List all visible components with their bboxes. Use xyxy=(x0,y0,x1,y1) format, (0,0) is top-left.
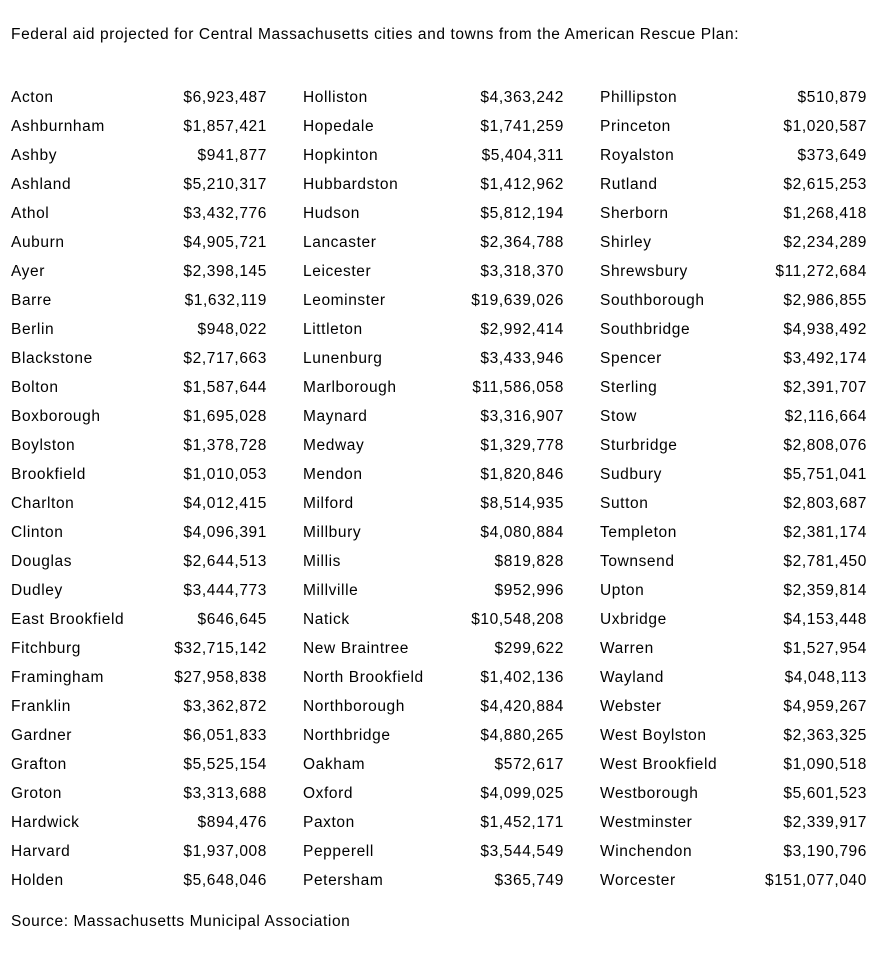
aid-amount: $894,476 xyxy=(197,814,267,831)
table-row xyxy=(303,489,564,518)
town-name: Townsend xyxy=(600,553,675,570)
town-name: Templeton xyxy=(600,524,677,541)
town-name: Sudbury xyxy=(600,466,662,483)
table-row xyxy=(600,199,867,228)
town-name: Medway xyxy=(303,437,365,454)
aid-amount: $4,959,267 xyxy=(783,698,867,715)
table-row xyxy=(11,779,267,808)
town-name: Phillipston xyxy=(600,89,678,106)
town-name: Webster xyxy=(600,698,662,715)
aid-amount: $3,444,773 xyxy=(183,582,267,599)
town-name: Uxbridge xyxy=(600,611,667,628)
aid-amount: $4,420,884 xyxy=(480,698,564,715)
town-name: Sherborn xyxy=(600,205,669,222)
town-name: Gardner xyxy=(11,727,73,744)
aid-amount: $3,432,776 xyxy=(183,205,267,222)
aid-amount: $5,525,154 xyxy=(183,756,267,773)
aid-amount: $3,492,174 xyxy=(783,350,867,367)
aid-amount: $8,514,935 xyxy=(480,495,564,512)
table-row xyxy=(11,634,267,663)
aid-amount: $2,363,325 xyxy=(783,727,867,744)
town-name: Athol xyxy=(11,205,50,222)
aid-amount: $2,644,513 xyxy=(183,553,267,570)
aid-amount: $19,639,026 xyxy=(471,292,564,309)
town-name: Shrewsbury xyxy=(600,263,688,280)
aid-amount: $3,318,370 xyxy=(480,263,564,280)
table-row xyxy=(600,431,867,460)
table-column-2 xyxy=(303,83,564,895)
aid-amount: $32,715,142 xyxy=(174,640,267,657)
town-name: Winchendon xyxy=(600,843,693,860)
table-row xyxy=(303,228,564,257)
table-row xyxy=(303,576,564,605)
table-row xyxy=(11,257,267,286)
town-name: Oxford xyxy=(303,785,354,802)
table-row xyxy=(303,257,564,286)
town-name: Northbridge xyxy=(303,727,391,744)
table-row xyxy=(600,779,867,808)
aid-amount: $5,751,041 xyxy=(783,466,867,483)
table-row xyxy=(303,286,564,315)
aid-amount: $1,268,418 xyxy=(783,205,867,222)
town-name: Petersham xyxy=(303,872,384,889)
table-row xyxy=(600,605,867,634)
aid-amount: $27,958,838 xyxy=(174,669,267,686)
table-row xyxy=(303,170,564,199)
aid-amount: $2,992,414 xyxy=(480,321,564,338)
town-name: Boylston xyxy=(11,437,76,454)
aid-amount: $941,877 xyxy=(197,147,267,164)
table-row xyxy=(303,83,564,112)
town-name: Maynard xyxy=(303,408,368,425)
table-row xyxy=(303,315,564,344)
source-note: Source: Massachusetts Municipal Association xyxy=(11,913,351,930)
table-row xyxy=(11,866,267,895)
town-name: Holliston xyxy=(303,89,368,106)
aid-amount: $819,828 xyxy=(494,553,564,570)
aid-amount: $4,153,448 xyxy=(783,611,867,628)
town-name: Southborough xyxy=(600,292,705,309)
town-name: Pepperell xyxy=(303,843,374,860)
table-row xyxy=(11,663,267,692)
table-row xyxy=(303,866,564,895)
aid-amount: $1,020,587 xyxy=(783,118,867,135)
town-name: Harvard xyxy=(11,843,71,860)
table-row xyxy=(600,373,867,402)
aid-amount: $1,378,728 xyxy=(183,437,267,454)
table-row xyxy=(11,141,267,170)
town-name: Warren xyxy=(600,640,654,657)
table-row xyxy=(11,431,267,460)
aid-amount: $4,880,265 xyxy=(480,727,564,744)
aid-amount: $646,645 xyxy=(197,611,267,628)
town-name: Millbury xyxy=(303,524,362,541)
town-name: Ashburnham xyxy=(11,118,105,135)
aid-amount: $299,622 xyxy=(494,640,564,657)
town-name: Natick xyxy=(303,611,350,628)
table-row xyxy=(303,373,564,402)
aid-amount: $2,234,289 xyxy=(783,234,867,251)
town-name: Douglas xyxy=(11,553,73,570)
aid-amount: $1,412,962 xyxy=(480,176,564,193)
table-row xyxy=(600,750,867,779)
table-row xyxy=(303,721,564,750)
aid-amount: $4,048,113 xyxy=(784,669,867,686)
town-name: Spencer xyxy=(600,350,662,367)
aid-amount: $2,398,145 xyxy=(183,263,267,280)
table-row xyxy=(11,750,267,779)
aid-amount: $3,316,907 xyxy=(480,408,564,425)
town-name: Sterling xyxy=(600,379,658,396)
table-row xyxy=(303,518,564,547)
town-name: Acton xyxy=(11,89,54,106)
aid-amount: $1,527,954 xyxy=(783,640,867,657)
aid-amount: $1,402,136 xyxy=(480,669,564,686)
town-name: West Boylston xyxy=(600,727,707,744)
aid-amount: $2,364,788 xyxy=(480,234,564,251)
town-name: Berlin xyxy=(11,321,55,338)
aid-amount: $10,548,208 xyxy=(471,611,564,628)
table-row xyxy=(11,344,267,373)
table-row xyxy=(600,576,867,605)
town-name: Hudson xyxy=(303,205,361,222)
town-name: Sutton xyxy=(600,495,649,512)
table-row xyxy=(11,402,267,431)
table-row xyxy=(600,286,867,315)
aid-amount: $1,452,171 xyxy=(480,814,564,831)
town-name: Hardwick xyxy=(11,814,80,831)
table-row xyxy=(11,373,267,402)
aid-amount: $1,857,421 xyxy=(183,118,267,135)
town-name: Clinton xyxy=(11,524,64,541)
aid-amount: $3,433,946 xyxy=(480,350,564,367)
table-row xyxy=(11,199,267,228)
aid-amount: $2,391,707 xyxy=(783,379,867,396)
table-row xyxy=(11,228,267,257)
table-row xyxy=(11,518,267,547)
table-row xyxy=(600,141,867,170)
town-name: Hubbardston xyxy=(303,176,399,193)
aid-amount: $2,781,450 xyxy=(783,553,867,570)
aid-amount: $1,010,053 xyxy=(183,466,267,483)
aid-amount: $948,022 xyxy=(197,321,267,338)
town-name: Dudley xyxy=(11,582,63,599)
table-row xyxy=(303,199,564,228)
table-row xyxy=(600,692,867,721)
aid-amount: $4,905,721 xyxy=(183,234,267,251)
town-name: New Braintree xyxy=(303,640,410,657)
aid-amount: $952,996 xyxy=(494,582,564,599)
town-name: West Brookfield xyxy=(600,756,718,773)
town-name: Sturbridge xyxy=(600,437,678,454)
aid-amount: $1,695,028 xyxy=(183,408,267,425)
town-name: Westborough xyxy=(600,785,699,802)
aid-amount: $1,090,518 xyxy=(783,756,867,773)
table-row xyxy=(303,402,564,431)
aid-amount: $4,012,415 xyxy=(183,495,267,512)
aid-amount: $2,986,855 xyxy=(783,292,867,309)
aid-amount: $5,812,194 xyxy=(480,205,564,222)
aid-amount: $1,820,846 xyxy=(480,466,564,483)
town-name: Upton xyxy=(600,582,645,599)
aid-amount: $4,938,492 xyxy=(783,321,867,338)
town-name: Boxborough xyxy=(11,408,101,425)
table-row xyxy=(11,837,267,866)
town-name: Royalston xyxy=(600,147,675,164)
aid-amount: $5,648,046 xyxy=(183,872,267,889)
aid-amount: $373,649 xyxy=(797,147,867,164)
aid-amount: $2,803,687 xyxy=(783,495,867,512)
table-row xyxy=(600,315,867,344)
town-name: Franklin xyxy=(11,698,71,715)
aid-amount: $2,717,663 xyxy=(183,350,267,367)
table-row xyxy=(11,315,267,344)
table-row xyxy=(600,489,867,518)
table-row xyxy=(600,402,867,431)
town-name: Holden xyxy=(11,872,64,889)
town-name: Hopkinton xyxy=(303,147,379,164)
table-row xyxy=(600,257,867,286)
table-row xyxy=(11,576,267,605)
table-row xyxy=(600,547,867,576)
table-row xyxy=(303,344,564,373)
town-name: Wayland xyxy=(600,669,664,686)
town-name: Lunenburg xyxy=(303,350,383,367)
town-name: Grafton xyxy=(11,756,67,773)
aid-amount: $11,586,058 xyxy=(472,379,564,396)
table-row xyxy=(303,663,564,692)
table-row xyxy=(303,634,564,663)
aid-amount: $3,190,796 xyxy=(783,843,867,860)
aid-amount: $5,404,311 xyxy=(481,147,564,164)
table-row xyxy=(11,170,267,199)
town-name: Leicester xyxy=(303,263,372,280)
table-row xyxy=(600,228,867,257)
town-name: Bolton xyxy=(11,379,59,396)
table-row xyxy=(600,344,867,373)
aid-amount: $2,339,917 xyxy=(783,814,867,831)
aid-amount: $5,210,317 xyxy=(183,176,267,193)
town-name: Paxton xyxy=(303,814,355,831)
table-row xyxy=(600,721,867,750)
aid-amount: $6,923,487 xyxy=(183,89,267,106)
table-row xyxy=(303,605,564,634)
table-row xyxy=(303,750,564,779)
table-row xyxy=(303,837,564,866)
table-row xyxy=(600,837,867,866)
table-row xyxy=(11,489,267,518)
table-row xyxy=(303,779,564,808)
town-name: Charlton xyxy=(11,495,75,512)
table-row xyxy=(303,547,564,576)
aid-amount: $572,617 xyxy=(494,756,564,773)
table-row xyxy=(303,692,564,721)
town-name: Westminster xyxy=(600,814,693,831)
table-row xyxy=(11,605,267,634)
town-name: Brookfield xyxy=(11,466,86,483)
aid-amount: $6,051,833 xyxy=(183,727,267,744)
table-row xyxy=(11,547,267,576)
town-name: Princeton xyxy=(600,118,671,135)
table-row xyxy=(303,112,564,141)
aid-amount: $4,096,391 xyxy=(183,524,267,541)
town-name: East Brookfield xyxy=(11,611,125,628)
town-name: North Brookfield xyxy=(303,669,424,686)
aid-amount: $1,937,008 xyxy=(183,843,267,860)
table-row xyxy=(600,808,867,837)
page-title: Federal aid projected for Central Massachusetts cities and towns from the American Rescue Plan: xyxy=(11,26,740,43)
aid-amount: $2,615,253 xyxy=(783,176,867,193)
town-name: Framingham xyxy=(11,669,104,686)
table-row xyxy=(11,112,267,141)
town-name: Hopedale xyxy=(303,118,375,135)
aid-amount: $3,544,549 xyxy=(480,843,564,860)
town-name: Ashby xyxy=(11,147,58,164)
town-name: Auburn xyxy=(11,234,65,251)
town-name: Northborough xyxy=(303,698,405,715)
town-name: Ayer xyxy=(11,263,45,280)
aid-amount: $151,077,040 xyxy=(764,872,867,889)
table-row xyxy=(600,460,867,489)
town-name: Millville xyxy=(303,582,359,599)
town-name: Groton xyxy=(11,785,62,802)
aid-amount: $510,879 xyxy=(797,89,867,106)
table-row xyxy=(600,518,867,547)
table-row xyxy=(303,141,564,170)
aid-amount: $2,808,076 xyxy=(783,437,867,454)
table-row xyxy=(600,663,867,692)
aid-amount: $1,741,259 xyxy=(480,118,564,135)
table-column-1 xyxy=(11,83,267,895)
aid-amount: $4,099,025 xyxy=(480,785,564,802)
town-name: Ashland xyxy=(11,176,72,193)
aid-amount: $1,329,778 xyxy=(480,437,564,454)
town-name: Blackstone xyxy=(11,350,93,367)
table-row xyxy=(11,692,267,721)
table-row xyxy=(600,866,867,895)
table-column-3 xyxy=(600,83,867,895)
town-name: Stow xyxy=(600,408,637,425)
table-row xyxy=(11,721,267,750)
aid-amount: $2,381,174 xyxy=(783,524,867,541)
town-name: Fitchburg xyxy=(11,640,82,657)
aid-amount: $2,116,664 xyxy=(784,408,867,425)
table-row xyxy=(11,83,267,112)
table-row xyxy=(303,808,564,837)
aid-amount: $11,272,684 xyxy=(775,263,867,280)
aid-amount: $1,632,119 xyxy=(184,292,267,309)
town-name: Milford xyxy=(303,495,354,512)
town-name: Barre xyxy=(11,292,52,309)
town-name: Oakham xyxy=(303,756,366,773)
town-name: Southbridge xyxy=(600,321,691,338)
aid-amount: $3,313,688 xyxy=(183,785,267,802)
table-row xyxy=(600,83,867,112)
table-row xyxy=(303,460,564,489)
aid-amount: $3,362,872 xyxy=(183,698,267,715)
aid-amount: $5,601,523 xyxy=(783,785,867,802)
aid-table xyxy=(11,83,867,895)
town-name: Rutland xyxy=(600,176,658,193)
town-name: Lancaster xyxy=(303,234,377,251)
aid-amount: $365,749 xyxy=(494,872,564,889)
aid-amount: $4,363,242 xyxy=(480,89,564,106)
aid-amount: $4,080,884 xyxy=(480,524,564,541)
town-name: Mendon xyxy=(303,466,363,483)
table-row xyxy=(11,286,267,315)
town-name: Worcester xyxy=(600,872,676,889)
table-row xyxy=(303,431,564,460)
town-name: Littleton xyxy=(303,321,363,338)
table-row xyxy=(11,460,267,489)
aid-amount: $2,359,814 xyxy=(783,582,867,599)
town-name: Leominster xyxy=(303,292,386,309)
table-row xyxy=(600,634,867,663)
town-name: Millis xyxy=(303,553,342,570)
table-row xyxy=(11,808,267,837)
table-row xyxy=(600,112,867,141)
town-name: Marlborough xyxy=(303,379,397,396)
table-row xyxy=(600,170,867,199)
town-name: Shirley xyxy=(600,234,652,251)
aid-amount: $1,587,644 xyxy=(183,379,267,396)
